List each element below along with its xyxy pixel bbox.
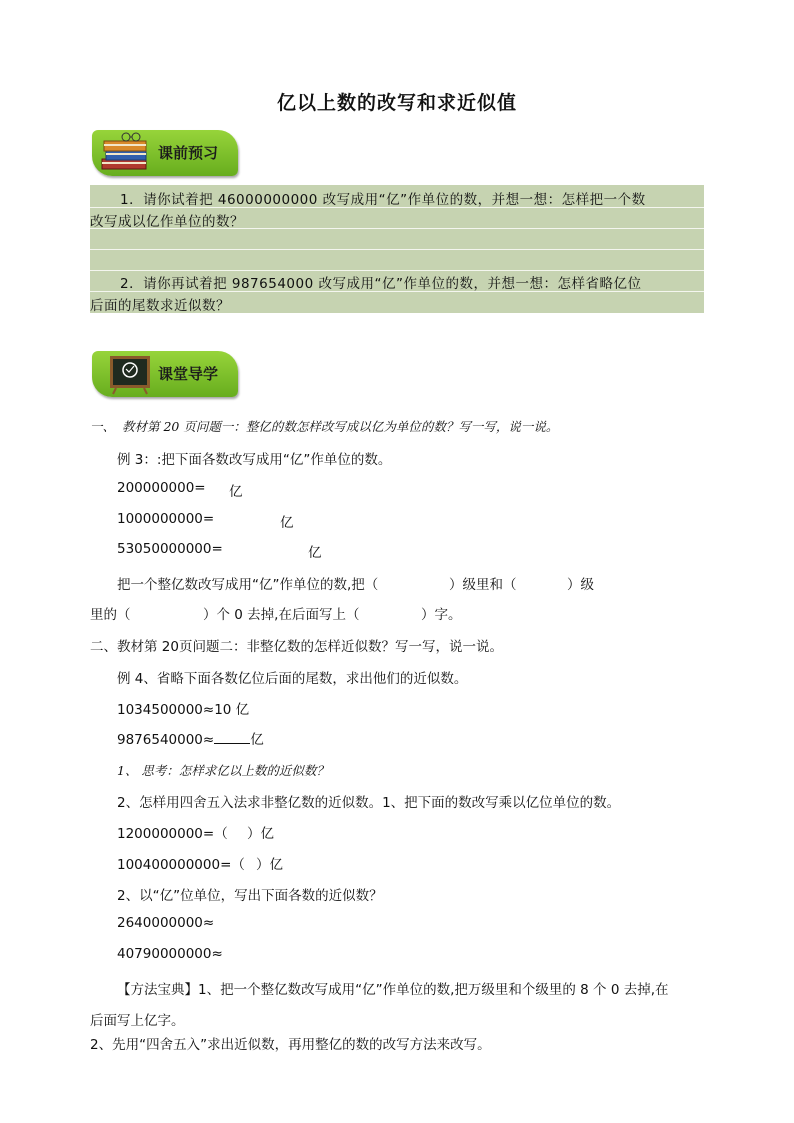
preview-q2-line1: 2．请你再试着把 987654000 改写成用“亿”作单位的数，并想一想：怎样省略亿位: [120, 276, 642, 292]
eq2-text: 1000000000=: [117, 511, 215, 527]
question-3-text: 2、以“亿”位单位，写出下面各数的近似数？: [117, 888, 383, 904]
page-title: 亿以上数的改写和求近似值: [276, 92, 517, 114]
rewrite-1-right: ）亿: [247, 826, 274, 842]
approx-2-unit: 亿: [250, 732, 264, 748]
blackboard-icon: [96, 353, 154, 395]
example3-text: 例 3：:把下面各数改写成用“亿”作单位的数。: [117, 452, 392, 468]
preview-q1-line1: 1．请你试着把 46000000000 改写成用“亿”作单位的数，并想一想：怎样把一个数: [120, 192, 646, 208]
method-line2: 后面写上亿字。: [90, 1013, 185, 1029]
method-line1: 【方法宝典】1、把一个整亿数改写成用“亿”作单位的数,把万级里和个级里的 8 个 0 去掉,在: [117, 982, 669, 998]
eq1-text: 200000000=: [117, 480, 206, 496]
approx-3: 2640000000≈: [117, 915, 215, 931]
preview-badge-label: 课前预习: [158, 144, 219, 162]
fill-part-f: ）字。: [421, 607, 462, 623]
books-icon: [96, 132, 154, 174]
rewrite-1-left: 1200000000=（: [117, 826, 228, 842]
approx-1: 1034500000≈10 亿: [117, 702, 250, 718]
fill-part-c: ）级: [567, 577, 594, 593]
fill-part-b: ）级里和（: [449, 577, 517, 593]
section1-number: 一、: [90, 419, 116, 434]
eq3-text: 53050000000=: [117, 541, 223, 557]
approx-2-text: 9876540000≈: [117, 732, 215, 748]
preview-q2-line2: 后面的尾数求近似数？: [90, 298, 230, 314]
method-line3: 2、先用“四舍五入”求出近似数，再用整亿的数的改写方法来改写。: [90, 1037, 491, 1053]
guide-badge: [92, 351, 238, 397]
fill-part-d: 里的（: [90, 607, 131, 623]
section2-heading: 二、教材第 20页问题二：非整亿数的怎样近似数？写一写，说一说。: [90, 639, 503, 655]
approx-2-blank: [214, 731, 250, 744]
rewrite-2-left: 100400000000=（: [117, 857, 245, 873]
guide-badge-label: 课堂导学: [158, 365, 219, 383]
rewrite-2-right: ）亿: [256, 857, 283, 873]
fill-part-e: ）个 0 去掉,在后面写上（: [203, 607, 360, 623]
example4-text: 例 4、省略下面各数亿位后面的尾数，求出他们的近似数。: [117, 671, 468, 687]
question-2-text: 2、怎样用四舍五入法求非整亿数的近似数。1、把下面的数改写乘以亿位单位的数。: [117, 795, 621, 811]
preview-q1-line2: 改写成以亿作单位的数？: [90, 214, 244, 230]
approx-4: 40790000000≈: [117, 946, 223, 962]
preview-badge: [92, 130, 238, 176]
section1-heading: 教材第 20 页问题一：整亿的数怎样改写成以亿为单位的数？写一写，说一说。: [122, 419, 559, 434]
think-text: 1、 思考：怎样求亿以上数的近似数？: [117, 763, 329, 778]
eq2-unit: 亿: [280, 515, 294, 531]
eq3-unit: 亿: [308, 545, 322, 561]
fill-part-a: 把一个整亿数改写成用“亿”作单位的数,把（: [117, 577, 379, 593]
approx-2: [117, 728, 264, 748]
eq1-unit: 亿: [229, 484, 243, 500]
